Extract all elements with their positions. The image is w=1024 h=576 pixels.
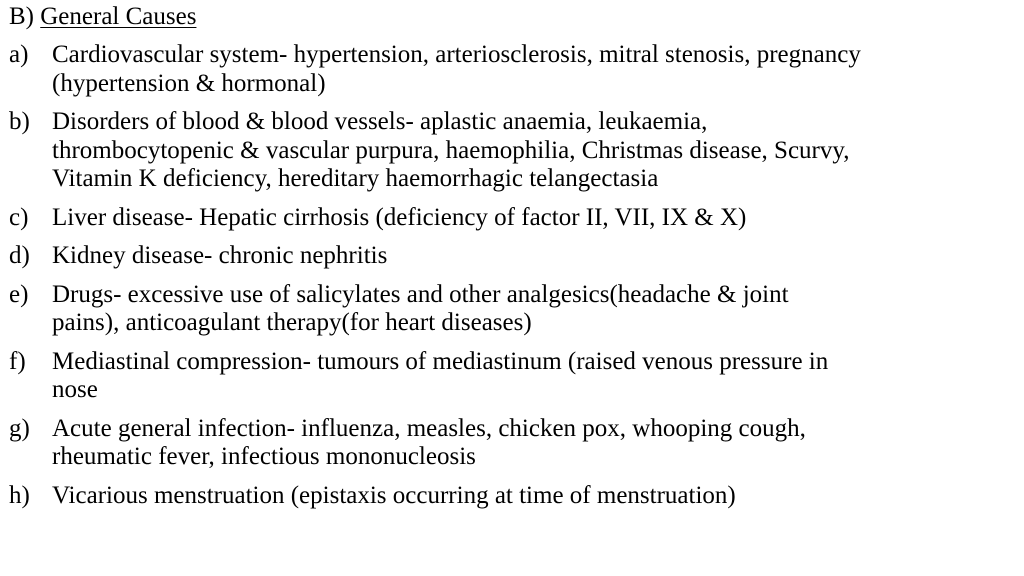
- list-item-g: [9, 415, 1021, 472]
- list-item-text: [52, 348, 1021, 405]
- list-item-line: Liver disease- Hepatic cirrhosis (deficiency of factor II, VII, IX & X): [52, 203, 747, 231]
- list-item-line: Drugs- excessive use of salicylates and other analgesics(headache & joint: [52, 280, 789, 308]
- list-item-c: [9, 204, 1021, 233]
- list-item-h: [9, 482, 1021, 511]
- list-item-e: [9, 281, 1021, 338]
- list-item-text: [52, 204, 1021, 233]
- section-heading: [9, 2, 196, 31]
- list-marker: h): [9, 481, 30, 509]
- list-item-text: [52, 242, 1021, 271]
- list-item-d: [9, 242, 1021, 271]
- list-item-f: [9, 348, 1021, 405]
- list-marker: e): [9, 280, 29, 308]
- list-item-line: (hypertension & hormonal): [52, 69, 326, 97]
- list-item-line: Kidney disease- chronic nephritis: [52, 242, 388, 269]
- list-item-text: [52, 108, 1021, 194]
- list-marker: b): [9, 108, 30, 135]
- list-marker: a): [9, 41, 29, 68]
- list-marker: g): [9, 414, 30, 442]
- list-item-line: rheumatic fever, infectious mononucleosis: [52, 443, 476, 470]
- list-item-line: Vitamin K deficiency, hereditary haemorrhagic telangectasia: [52, 165, 659, 192]
- list-item-text: [52, 281, 1021, 338]
- list-item-text: [52, 41, 1021, 98]
- list-item-line: Vicarious menstruation (epistaxis occurring at time of menstruation): [52, 481, 736, 509]
- section-label: B): [9, 3, 34, 30]
- list-item-text: [52, 482, 1021, 511]
- list-item-line: Cardiovascular system- hypertension, arteriosclerosis, mitral stenosis, pregnancy: [52, 41, 861, 68]
- list-marker: d): [9, 242, 30, 269]
- list-item-a: [9, 41, 1021, 98]
- list-item-line: nose: [52, 376, 98, 403]
- cause-list: [9, 41, 1021, 520]
- list-item-line: Acute general infection- influenza, measles, chicken pox, whooping cough,: [52, 414, 806, 442]
- list-marker: c): [9, 203, 29, 231]
- list-item-line: Mediastinal compression- tumours of mediastinum (raised venous pressure in: [52, 347, 829, 375]
- section-title: General Causes: [40, 3, 197, 30]
- list-item-line: thrombocytopenic & vascular purpura, haemophilia, Christmas disease, Scurvy,: [52, 136, 850, 164]
- list-item-text: [52, 415, 1021, 472]
- list-item-line: Disorders of blood & blood vessels- aplastic anaemia, leukaemia,: [52, 108, 708, 135]
- list-item-line: pains), anticoagulant therapy(for heart diseases): [52, 309, 532, 336]
- list-marker: f): [9, 347, 26, 375]
- list-item-b: [9, 108, 1021, 194]
